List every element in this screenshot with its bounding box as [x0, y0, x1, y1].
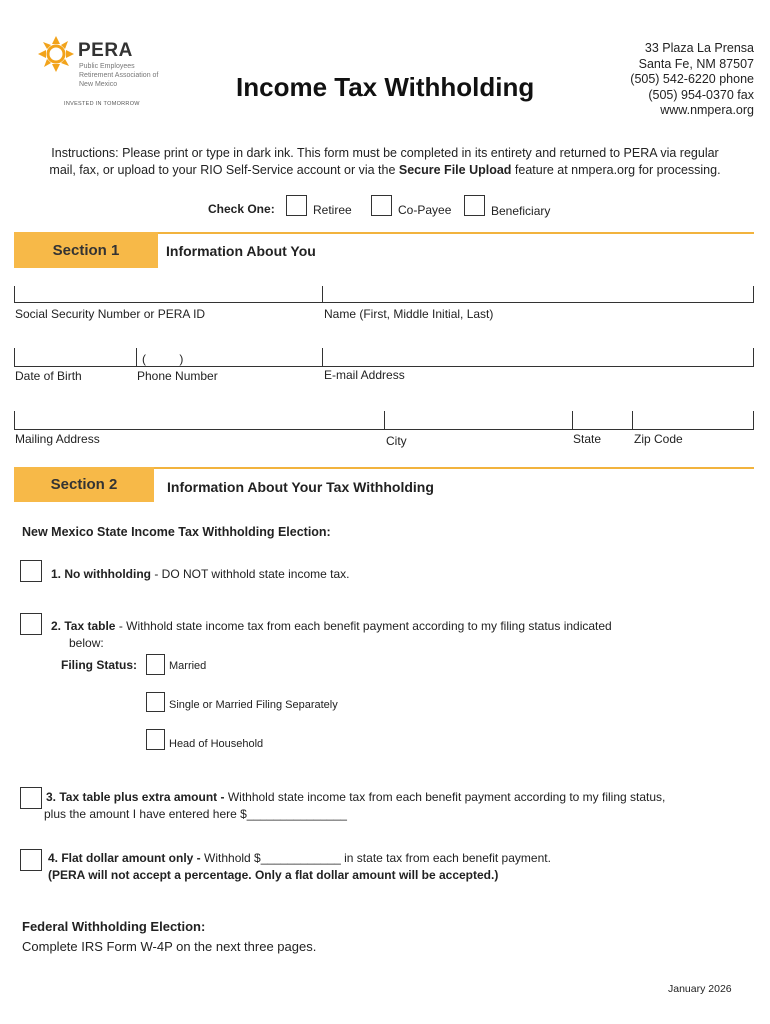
state-field[interactable]: State: [573, 432, 602, 446]
copayee-label: Co-Payee: [398, 203, 452, 217]
city-tick-left: [384, 411, 385, 429]
phone-tick-left: [136, 348, 137, 366]
opt4-text: [48, 850, 748, 884]
single-checkbox[interactable]: [146, 692, 165, 712]
email-field[interactable]: E-mail Address: [324, 368, 405, 382]
name-tick-left: [322, 286, 323, 302]
phone-paren: ( ): [142, 352, 184, 366]
instructions-bold: Secure File Upload: [398, 163, 512, 177]
opt4-desc: Withhold $____________ in state tax from each benefit payment.: [200, 851, 551, 865]
opt1-bold: 1. No withholding: [51, 567, 151, 581]
beneficiary-checkbox[interactable]: [464, 195, 485, 216]
ssn-line: [14, 302, 754, 303]
footer-date: January 2026: [668, 983, 732, 995]
opt4-note: (PERA will not accept a percentage. Only a flat dollar amount will be accepted.): [48, 868, 499, 882]
address-block: [630, 41, 754, 119]
nm-heading: New Mexico State Income Tax Withholding Election:: [22, 525, 331, 539]
married-label: Married: [169, 660, 207, 672]
ssn-tick-left: [14, 286, 15, 302]
phone-field[interactable]: Phone Number: [137, 369, 218, 383]
zip-field[interactable]: Zip Code: [634, 432, 683, 446]
check-one-label: Check One:: [208, 202, 275, 216]
section1-title: Information About You: [166, 243, 316, 259]
opt2-checkbox[interactable]: [20, 613, 42, 635]
sun-logo-icon: [36, 34, 76, 74]
ssn-field[interactable]: Social Security Number or PERA ID: [15, 307, 206, 321]
address-line1: 33 Plaza La Prensa: [644, 41, 754, 55]
opt3-checkbox[interactable]: [20, 787, 42, 809]
logo-subtitle: Public Employees Retirement Association of New Mexico: [79, 63, 159, 88]
opt3-bold: 3. Tax table plus extra amount -: [46, 790, 225, 804]
page-title: Income Tax Withholding: [236, 72, 535, 102]
opt3-desc: Withhold state income tax from each benefit payment according to my filing status,: [224, 790, 666, 804]
address-web: www.nmpera.org: [660, 103, 754, 117]
name-tick-right: [753, 286, 754, 302]
hoh-label: Head of Household: [169, 738, 264, 750]
pera-logo: [36, 34, 76, 79]
dob-tick-left: [14, 348, 15, 366]
logo-tagline: INVESTED IN TOMORROW: [64, 101, 140, 107]
logo-name: PERA: [78, 40, 133, 61]
address-line2: Santa Fe, NM 87507: [638, 56, 754, 71]
mailing-line: [14, 429, 754, 430]
address-phone: (505) 542-6220 phone: [630, 72, 754, 86]
instructions-part2: feature at nmpera.org for processing.: [511, 163, 721, 177]
opt1-text: [51, 566, 350, 583]
email-tick-left: [322, 348, 323, 366]
section2-tab: Section 2: [14, 467, 154, 502]
retiree-label: Retiree: [313, 203, 352, 217]
opt4-bold: 4. Flat dollar amount only -: [48, 851, 201, 865]
opt2-desc: - Withhold state income tax from each benefit payment according to my filing status indicated: [115, 619, 612, 633]
retiree-checkbox[interactable]: [286, 195, 307, 216]
opt2-bold: 2. Tax table: [51, 619, 116, 633]
section1-tab: Section 1: [14, 232, 158, 268]
dob-line: [14, 366, 754, 367]
opt1-checkbox[interactable]: [20, 560, 42, 582]
email-tick-right: [753, 348, 754, 366]
mailing-tick-left: [14, 411, 15, 429]
state-tick-left: [572, 411, 573, 429]
opt2-text: [51, 618, 751, 652]
opt3-desc2: plus the amount I have entered here $_______________: [44, 807, 347, 821]
section2-title: Information About Your Tax Withholding: [167, 479, 434, 495]
city-field[interactable]: City: [386, 434, 407, 448]
instructions: [45, 145, 725, 179]
opt1-desc: - DO NOT withhold state income tax.: [150, 567, 350, 581]
married-checkbox[interactable]: [146, 654, 165, 675]
dob-field[interactable]: Date of Birth: [15, 369, 82, 383]
zip-tick-right: [753, 411, 754, 429]
opt4-checkbox[interactable]: [20, 849, 42, 871]
copayee-checkbox[interactable]: [371, 195, 392, 216]
filing-status-label: Filing Status:: [61, 658, 137, 672]
instructions-part1: Instructions: Please print or type in dark ink. This form must be completed in its entirety and returned to PERA via regular mail, fax, or upload to your RIO Self-Service account or via the: [49, 146, 719, 177]
opt2-desc2: below:: [69, 636, 104, 650]
name-field[interactable]: Name (First, Middle Initial, Last): [324, 307, 494, 321]
single-label: Single or Married Filing Separately: [169, 699, 338, 711]
zip-tick-left: [632, 411, 633, 429]
federal-heading: Federal Withholding Election:: [22, 919, 206, 934]
federal-text: Complete IRS Form W-4P on the next three pages.: [22, 939, 317, 954]
opt3-text: [46, 789, 756, 823]
hoh-checkbox[interactable]: [146, 729, 165, 750]
address-fax: (505) 954-0370 fax: [648, 87, 754, 102]
beneficiary-label: Beneficiary: [491, 204, 551, 218]
mailing-field[interactable]: Mailing Address: [15, 432, 100, 446]
